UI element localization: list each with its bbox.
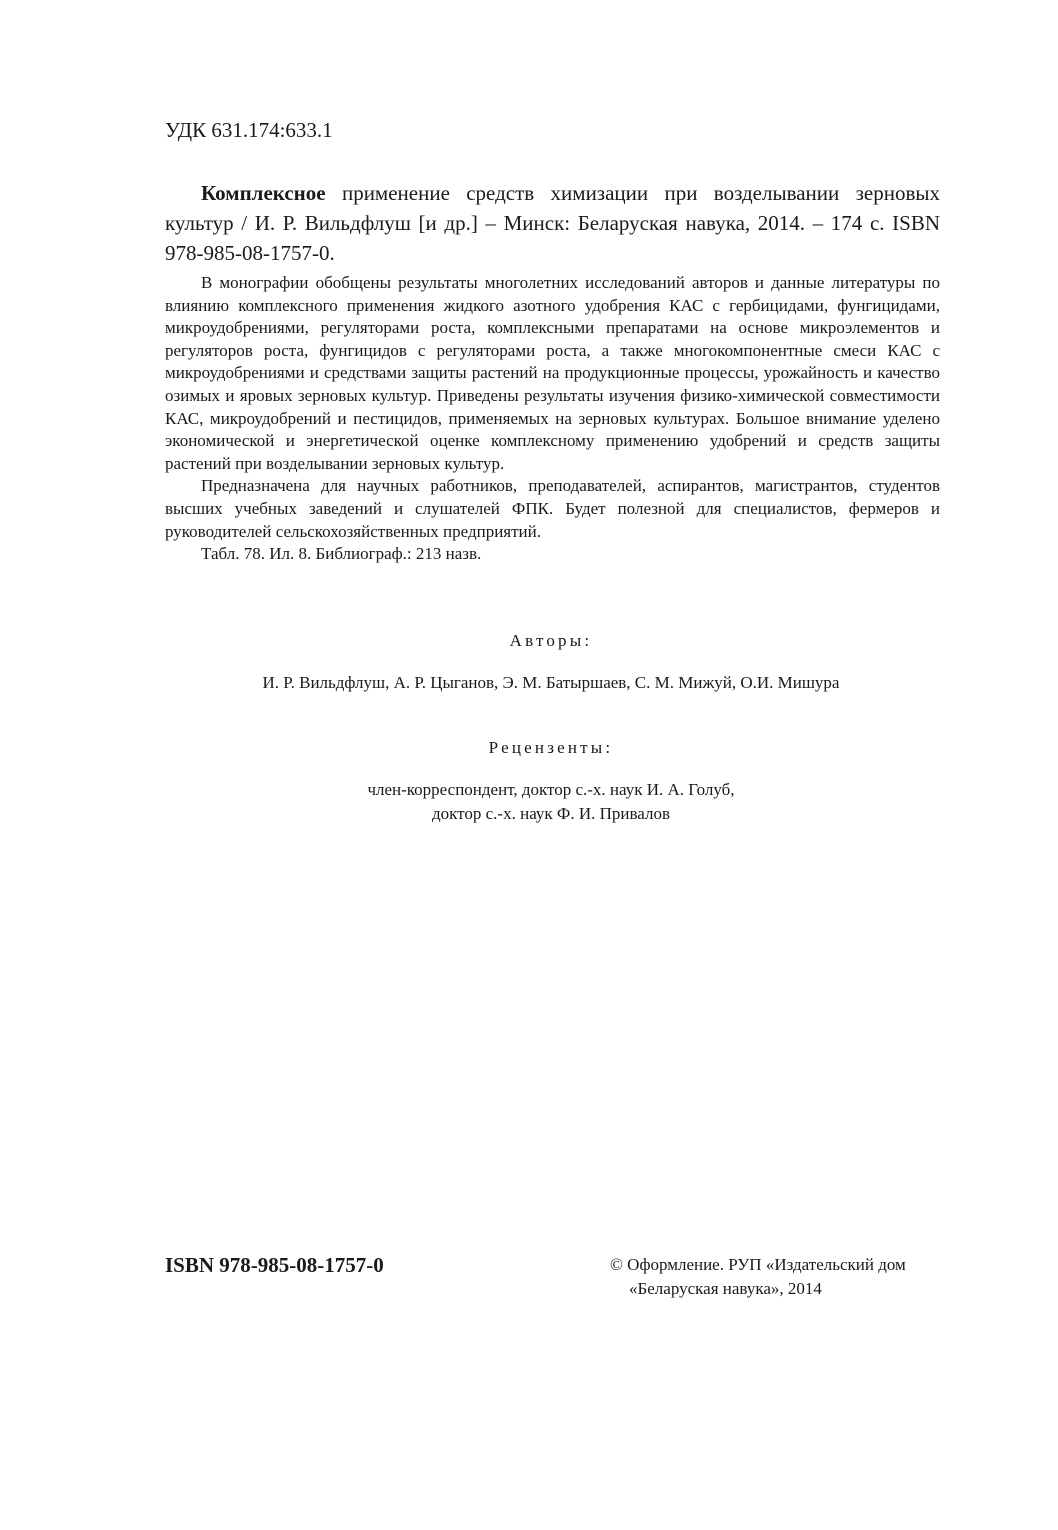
udk-code: УДК 631.174:633.1	[165, 118, 333, 142]
annotation-paragraph-1: В монографии обобщены результаты многолетних исследований авторов и данные литературы по влиянию комплексного применения жидкого азотного удобрения КАС с гербицидами, фунгицидами, микроудобрениями, регуляторами роста, комплексными препаратами на основе микроэлементов и регуляторов роста, фунгицидов с регуляторами роста, а также многокомпонентные смеси КАС с микроудобрениями и средствами защиты растений на продукционные процессы, урожайность и качество озимых и яровых зерновых культур. Приведены результаты изучения физико-химической совместимости КАС, микроудобрений и пестицидов, применяемых на зерновых культурах. Большое внимание уделено экономической и энергетической оценке комплексному применению удобрений и средств защиты растений при возделывании зерновых культур.	[165, 273, 940, 473]
reviewers-list	[0, 778, 1058, 826]
bibliographic-title-word: Комплексное	[201, 181, 326, 205]
copyright-line-1: © Оформление. РУП «Издательский дом	[610, 1255, 906, 1274]
copyright-notice	[610, 1253, 950, 1301]
bibliographic-isbn: ISBN 978-985-08-1757-0.	[165, 211, 941, 265]
reviewers-heading: Рецензенты:	[488, 738, 614, 757]
annotation-paragraph-3: Табл. 78. Ил. 8. Библиограф.: 213 назв.	[201, 544, 482, 564]
isbn-footer: ISBN 978-985-08-1757-0	[165, 1253, 384, 1277]
authors-list: И. Р. Вильдфлуш, А. Р. Цыганов, Э. М. Батыршаев, С. М. Мижуй, О.И. Мишура	[262, 673, 840, 692]
copyright-line-2: «Беларуская навука», 2014	[629, 1279, 822, 1298]
reviewer-2: доктор с.-х. наук Ф. И. Привалов	[432, 804, 670, 823]
bibliographic-line2: культур / И. Р. Вильдфлуш [и др.] – Минск: Беларуская навука, 2014. – 174 с.	[165, 211, 885, 235]
annotation	[165, 272, 940, 566]
bibliographic-description	[165, 178, 940, 268]
bibliographic-line1: применение средств химизации при возделывании зерновых	[325, 181, 940, 205]
authors-heading: Авторы:	[509, 631, 593, 650]
reviewer-1: член-корреспондент, доктор с.-х. наук И. А. Голуб,	[367, 780, 735, 799]
annotation-paragraph-2: Предназначена для научных работников, преподавателей, аспирантов, магистрантов, студентов высших учебных заведений и слушателей ФПК. Будет полезной для специалистов, фермеров и руководителей сельскохозяйственных предприятий.	[165, 476, 940, 541]
